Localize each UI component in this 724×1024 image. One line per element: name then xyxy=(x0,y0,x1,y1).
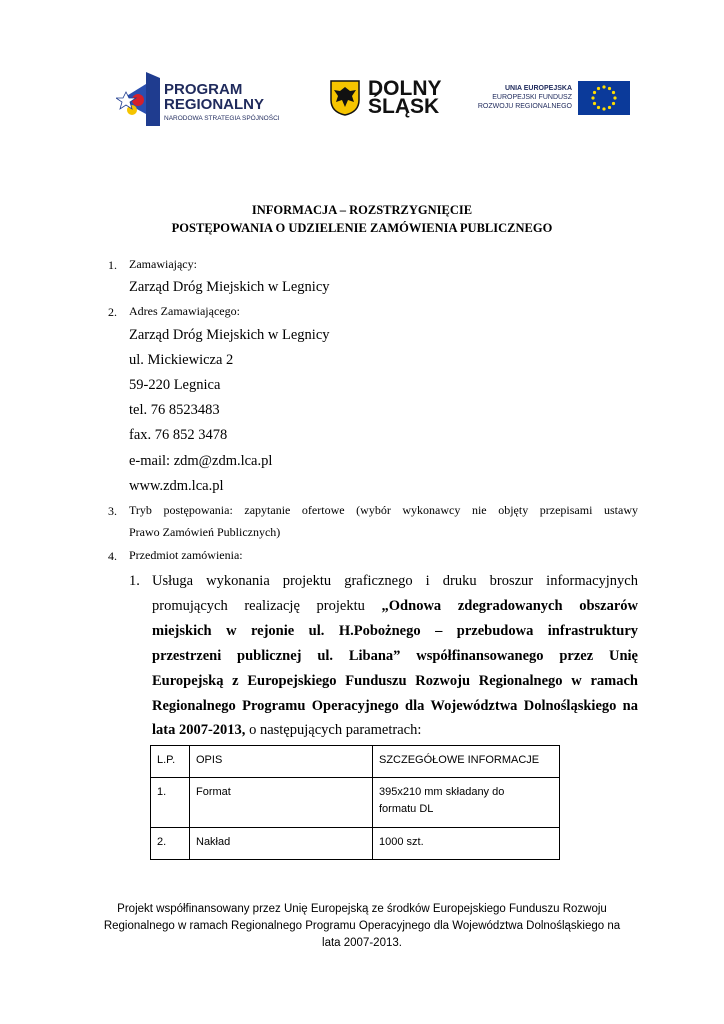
subitem-line1: Usługa wykonania projektu graficznego i druku broszur informacyjnych xyxy=(152,573,638,589)
table-cell-info: 1000 szt. xyxy=(373,828,560,860)
heading-line1: INFORMACJA – ROZSTRZYGNIĘCIE xyxy=(251,203,473,217)
footer-line3: lata 2007-2013. xyxy=(322,937,402,949)
table-row xyxy=(151,828,560,860)
item-4-label: Przedmiot zamówienia: xyxy=(129,548,243,562)
item-3-line2: Prawo Zamówień Publicznych) xyxy=(129,525,281,539)
logo-eu xyxy=(470,80,630,116)
dolny-label: DOLNY xyxy=(368,77,442,100)
eagle-coat-of-arms-icon xyxy=(330,80,360,116)
table-cell-opis: Format xyxy=(190,778,373,828)
table-cell-opis: Nakład xyxy=(190,828,373,860)
table-cell-lp: 2. xyxy=(151,828,190,860)
table-header-cell: OPIS xyxy=(190,746,373,778)
address-line: Zarząd Dróg Miejskich w Legnicy xyxy=(129,327,330,343)
program-line1: PROGRAM xyxy=(164,81,243,98)
eu-line2: EUROPEJSKI FUNDUSZ xyxy=(492,94,572,101)
footer-note xyxy=(70,901,654,952)
item-1-number: 1. xyxy=(108,258,117,272)
address-line: ul. Mickiewicza 2 xyxy=(129,352,234,368)
address-website: www.zdm.lca.pl xyxy=(129,478,224,494)
footer-line1: Projekt współfinansowany przez Unię Europejską ze środków Europejskiego Funduszu Rozwoju xyxy=(117,903,607,915)
slask-label: ŚLĄSK xyxy=(368,95,440,118)
subitem-line6: Regionalnego Programu Operacyjnego dla Województwa Dolnośląskiego na xyxy=(152,698,638,714)
item-1-label: Zamawiający: xyxy=(129,257,197,271)
program-line2: REGIONALNY xyxy=(164,96,265,113)
item-1-value: Zarząd Dróg Miejskich w Legnicy xyxy=(129,279,330,295)
item-2-number: 2. xyxy=(108,305,117,319)
logo-dolny-slask xyxy=(330,78,442,118)
subitem-line5: Europejską z Europejskiego Funduszu Rozwoju Regionalnego w ramach xyxy=(152,673,638,689)
program-regionalny-emblem-icon xyxy=(116,70,162,128)
eu-flag-icon xyxy=(578,81,630,115)
item-2-label: Adres Zamawiającego: xyxy=(129,304,240,318)
address-line: fax. 76 852 3478 xyxy=(129,427,228,443)
eu-line3: ROZWOJU REGIONALNEGO xyxy=(477,103,572,110)
heading-line2: POSTĘPOWANIA O UDZIELENIE ZAMÓWIENIA PUBLICZNEGO xyxy=(171,221,553,235)
item-3-line1: Tryb postępowania: zapytanie ofertowe (wybór wykonawcy nie objęty przepisami ustawy xyxy=(129,503,638,517)
subitem-line2: promujących realizację projektu „Odnowa zdegradowanych obszarów xyxy=(152,598,638,614)
parameters-table xyxy=(150,745,560,860)
table-cell-lp: 1. xyxy=(151,778,190,828)
table-row xyxy=(151,778,560,828)
table-cell-info: 395x210 mm składany do formatu DL xyxy=(373,778,560,828)
address-line: 59-220 Legnica xyxy=(129,377,221,393)
table-header-cell: L.P. xyxy=(151,746,190,778)
subitem-line7: lata 2007-2013, o następujących parametrach: xyxy=(152,722,422,738)
subitem-number: 1. xyxy=(129,573,140,589)
address-email: e-mail: zdm@zdm.lca.pl xyxy=(129,453,273,469)
subitem-line4: przestrzeni publicznej ul. Libana” współfinansowanego przez Unię xyxy=(152,648,638,664)
table-header-cell: SZCZEGÓŁOWE INFORMACJE xyxy=(373,746,560,778)
footer-line2: Regionalnego w ramach Regionalnego Programu Operacyjnego dla Województwa Dolnośląskiego na xyxy=(103,920,621,932)
address-line: tel. 76 8523483 xyxy=(129,402,220,418)
item-4-number: 4. xyxy=(108,549,117,563)
item-3-number: 3. xyxy=(108,504,117,518)
program-line3: NARODOWA STRATEGIA SPÓJNOŚCI xyxy=(164,115,280,122)
table-header-row xyxy=(151,746,560,778)
eu-line1: UNIA EUROPEJSKA xyxy=(504,85,572,92)
logo-program-regionalny xyxy=(116,70,296,128)
subitem-line3: miejskich w rejonie ul. H.Pobożnego – przebudowa infrastruktury xyxy=(152,623,638,639)
